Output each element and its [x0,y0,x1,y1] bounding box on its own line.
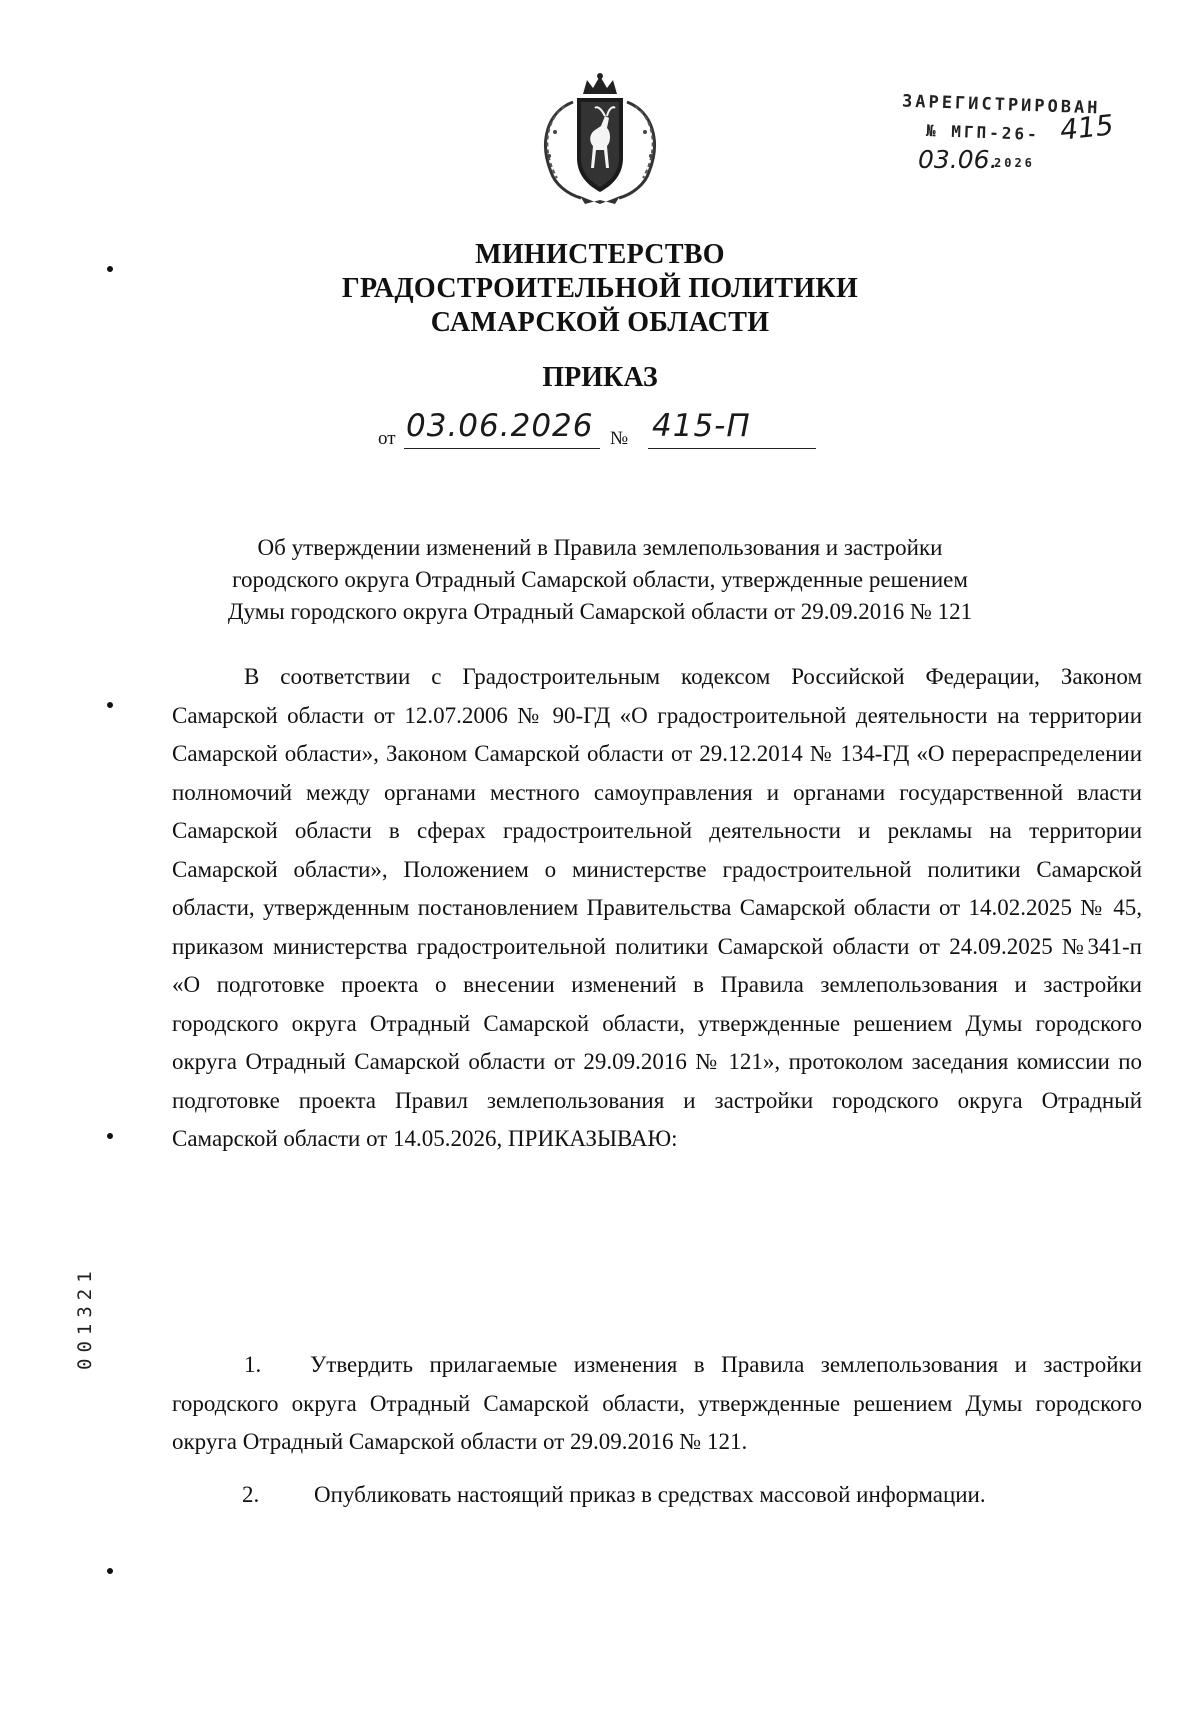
item-2-number: 2. [242,1482,260,1507]
subject-line-1: Об утверждении изменений в Правила землепользования и застройки [257,535,943,560]
item-2-text: Опубликовать настоящий приказ в средствах массовой информации. [314,1482,986,1507]
ministry-line-1: МИНИСТЕРСТВО [475,239,725,270]
side-serial-number [74,1250,114,1370]
registration-stamp [888,91,1128,185]
stamp-registered-label: ЗАРЕГИСТРИРОВАН [901,91,1101,119]
subject-line-3: Думы городского округа Отрадный Самарской области от 29.09.2016 № 121 [227,599,973,624]
ministry-name [0,238,1200,340]
coat-of-arms-icon [525,72,675,207]
document-type-title: ПРИКАЗ [542,362,658,393]
item-1-text: Утвердить прилагаемые изменения в Правила землепользования и застройки городского округа Отрадный Самарской области, утвержденные решением Думы городского округа Отрадный Самарской области от 29.09.2016 № 121. [172,1352,1142,1454]
margin-dot [107,702,113,708]
margin-dot [107,1568,113,1574]
subject-line-2: городского округа Отрадный Самарской области, утвержденные решением [232,567,968,592]
order-number: 415-П [652,408,751,444]
stamp-reg-date: 03.06. [918,145,998,174]
side-serial-text: 001321 [74,1265,96,1370]
order-item-1 [172,1346,1142,1462]
margin-dot [107,266,113,272]
from-label: от [378,428,396,449]
preamble-paragraph: В соответствии с Градостроительным кодексом Российской Федерации, Законом Самарской области от 12.07.2006 № 90-ГД «О градостроительной деятельности на территории Самарской области», Законом Самарской области от 29.12.2014 № 134-ГД «О перераспределении полномочий между органами местного самоуправления и органами государственной власти Самарской области в сферах градостроительной деятельности и рекламы на территории Самарской области», Положением о министерстве градостроительной политики Самарской области, утвержденным постановлением Правительства Самарской области от 14.02.2025 № 45, приказом министерства градостроительной политики Самарской области от 24.09.2025 №341-п «О подготовке проекта о внесении изменений в Правила землепользования и застройки городского округа Отрадный Самарской области, утвержденные решением Думы городского округа Отрадный Самарской области от 29.09.2016 № 121», протоколом заседания комиссии по подготовке проекта Правил землепользования и застройки городского округа Отрадный Самарской области от 14.05.2026, ПРИКАЗЫВАЮ: [172,664,1142,1151]
number-label: № [610,428,629,449]
order-date-number-line [370,404,820,456]
stamp-reg-year: 2026 [994,156,1035,170]
stamp-reg-prefix: № МГП-26- [925,121,1040,144]
ministry-line-2: ГРАДОСТРОИТЕЛЬНОЙ ПОЛИТИКИ [341,273,859,304]
margin-dot [107,1133,113,1139]
item-1-number: 1. [244,1352,262,1377]
order-item-2 [172,1476,1142,1515]
date-underline [404,448,600,449]
order-subject [0,532,1200,628]
ministry-line-3: САМАРСКОЙ ОБЛАСТИ [430,307,770,338]
stamp-reg-number: 415 [1058,108,1116,147]
number-underline [648,448,816,449]
order-date: 03.06.2026 [406,408,594,444]
